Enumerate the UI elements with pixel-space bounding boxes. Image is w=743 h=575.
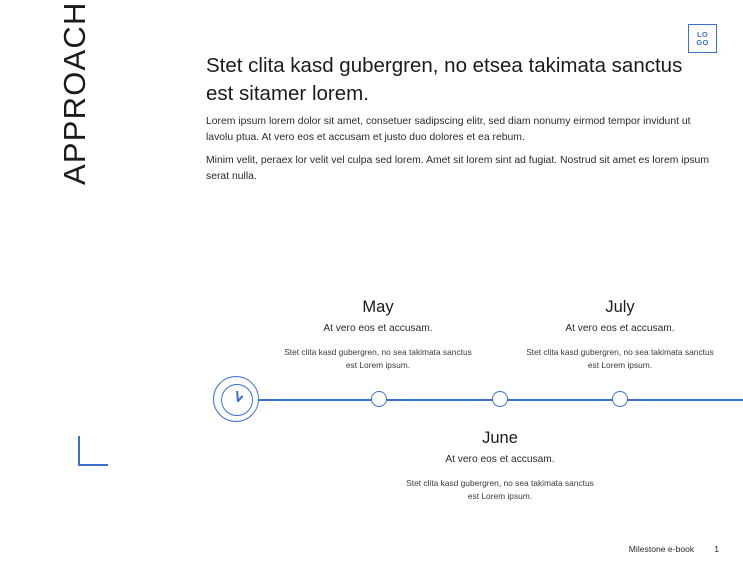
milestone-title: July: [605, 298, 635, 316]
section-label-text: APPROACH: [57, 1, 92, 185]
clock-face: [221, 384, 253, 416]
page-number: 1: [714, 544, 719, 554]
milestone-title: June: [482, 429, 518, 447]
section-label: [55, 1, 95, 185]
timeline-node-july[interactable]: [612, 391, 628, 407]
logo-line-2: GO: [696, 37, 709, 47]
milestone-description: Stet clita kasd gubergren, no sea takimata sanctus est Lorem ipsum.: [284, 347, 472, 370]
milestone-description: Stet clita kasd gubergren, no sea takimata sanctus est Lorem ipsum.: [406, 478, 594, 501]
milestone-subtitle: At vero eos et accusam.: [565, 323, 675, 334]
logo: [688, 24, 717, 53]
milestone-july: [525, 298, 715, 371]
milestone-subtitle: At vero eos et accusam.: [445, 454, 555, 465]
clock-icon: [213, 376, 259, 422]
milestone-subtitle: At vero eos et accusam.: [323, 323, 433, 334]
footer: [629, 544, 719, 554]
clock-minute-hand: [236, 390, 239, 401]
corner-bracket-decoration: [78, 436, 108, 466]
milestone-title: May: [362, 298, 394, 316]
page-title: Stet clita kasd gubergren, no etsea takimata sanctus est sitamer lorem.: [206, 54, 683, 106]
body-copy: [206, 114, 718, 186]
milestone-description: Stet clita kasd gubergren, no sea takimata sanctus est Lorem ipsum.: [526, 347, 714, 370]
body-paragraph-1: Lorem ipsum lorem dolor sit amet, consetuer sadipscing elitr, sed diam nonumy eirmod tempor invidunt ut lavolu ptua. At vero eos et accusam et justo duo dolores et ea rebum.: [206, 116, 691, 144]
milestone-may: [283, 298, 473, 371]
milestone-june: [404, 429, 596, 502]
logo-line-1: LO: [696, 29, 708, 39]
timeline-node-may[interactable]: [371, 391, 387, 407]
timeline-node-june[interactable]: [492, 391, 508, 407]
footer-label: Milestone e-book: [628, 544, 695, 554]
body-paragraph-2: Minim velit, peraex lor velit vel culpa sed lorem. Amet sit lorem sint ad fugiat. Nostrud sit amet es lorem ipsum serat nulla.: [206, 155, 709, 183]
